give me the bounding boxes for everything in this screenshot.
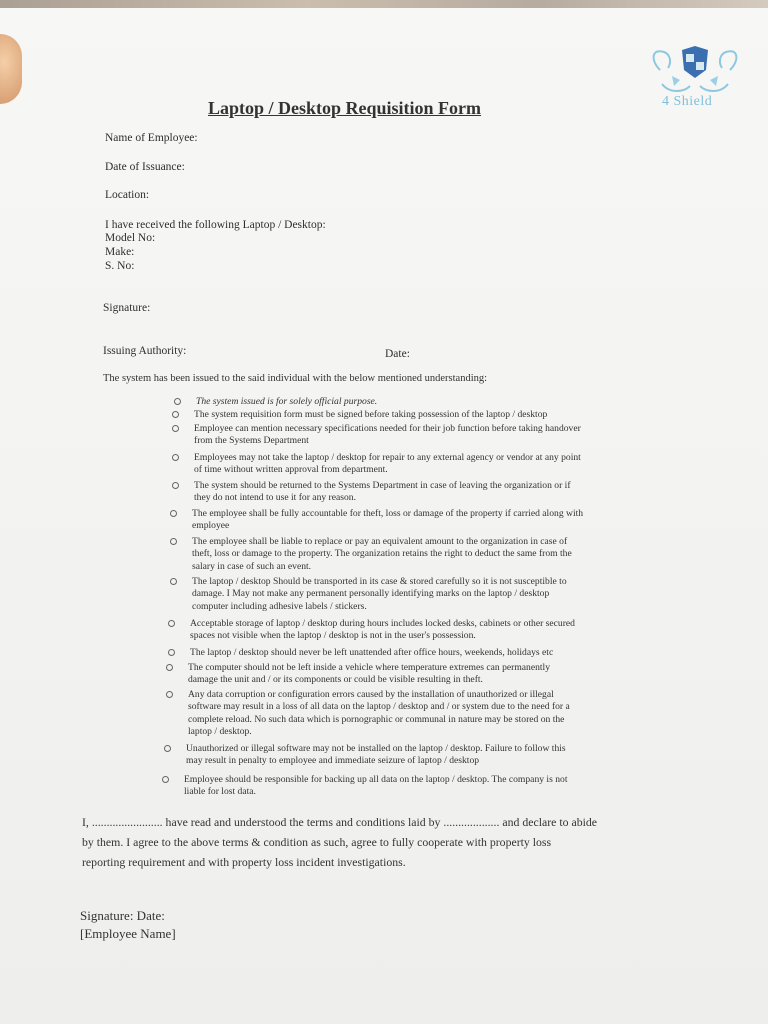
term-text <box>188 662 550 687</box>
term-line: Employee should be responsible for backing up all data on the laptop / desktop. The company is not <box>184 774 568 785</box>
term-line: The system should be returned to the Systems Department in case of leaving the organization or if <box>194 480 571 491</box>
term-line: of time without written approval from department. <box>194 464 388 476</box>
field-make: Make: <box>105 246 135 258</box>
bullet-icon <box>172 454 179 461</box>
term-text <box>192 536 572 573</box>
bullet-icon <box>170 578 177 585</box>
term-text <box>194 480 571 505</box>
field-serial-no: S. No: <box>105 260 135 272</box>
term-line: The employee shall be fully accountable for theft, loss or damage of the property if carried along with <box>192 508 584 519</box>
term-line: from the Systems Department <box>194 435 309 447</box>
field-name-of-employee: Name of Employee: <box>105 132 198 144</box>
term-line: Unauthorized or illegal software may not be installed on the laptop / desktop. Failure to follow this <box>186 743 566 754</box>
intro-text: The system has been issued to the said individual with the below mentioned understanding: <box>103 373 488 384</box>
signature-date-label: Signature: Date: <box>80 908 165 923</box>
declaration-line: reporting requirement and with property loss incident investigations. <box>82 855 406 869</box>
field-location: Location: <box>105 189 150 201</box>
bullet-icon <box>170 538 177 545</box>
bullet-icon <box>166 664 173 671</box>
company-name: 4 Shield <box>662 94 713 109</box>
term-text <box>196 396 377 408</box>
term-line: The system requisition form must be signed before taking possession of the laptop / desktop <box>194 409 548 420</box>
term-text <box>190 618 575 643</box>
term-line: Any data corruption or configuration errors caused by the installation of unauthorized or illegal <box>188 689 554 700</box>
term-text <box>188 689 570 739</box>
term-text <box>184 774 568 799</box>
declaration <box>82 812 682 872</box>
field-model-no: Model No: <box>105 232 156 244</box>
bullet-icon <box>172 425 179 432</box>
term-line: theft, loss or damage to the property. The organization retains the right to deduct the same from the <box>192 548 572 560</box>
term-text <box>190 647 553 659</box>
page-title: Laptop / Desktop Requisition Form <box>208 98 482 118</box>
term-line: The employee shall be liable to replace or pay an equivalent amount to the organization in case of <box>192 536 568 547</box>
bullet-icon <box>174 398 181 405</box>
bullet-icon <box>172 482 179 489</box>
field-date: Date: <box>385 348 410 360</box>
term-line: spaces not visible when the laptop / desktop is not in the user's possession. <box>190 630 476 642</box>
bullet-icon <box>164 745 171 752</box>
term-line: The computer should not be left inside a vehicle where temperature extremes can permanently <box>188 662 551 673</box>
declaration-line: I, ........................ have read and understood the terms and conditions laid by ................... and declare to abide <box>82 815 598 829</box>
term-text <box>186 743 566 768</box>
term-line: computer including adhesive labels / stickers. <box>192 600 367 612</box>
term-line: liable for lost data. <box>184 786 256 798</box>
bullet-icon <box>162 776 169 783</box>
term-text <box>194 423 581 448</box>
term-line: they do not intend to use it for any reason. <box>194 492 356 504</box>
term-line: The laptop / desktop should never be left unattended after office hours, weekends, holidays etc <box>190 647 554 658</box>
term-text <box>192 508 583 533</box>
employee-name-label: [Employee Name] <box>80 926 176 941</box>
field-signature: Signature: <box>103 302 151 314</box>
term-line: Employees may not take the laptop / desktop for repair to any external agency or vendor at any point <box>194 452 581 463</box>
finger-shadow <box>0 34 22 104</box>
term-line: damage. I May not make any permanent personally identifying marks on the laptop / desktop <box>192 588 550 600</box>
bullet-icon <box>166 691 173 698</box>
field-issuing-authority: Issuing Authority: <box>103 345 187 357</box>
term-text <box>194 409 547 421</box>
field-date-of-issuance: Date of Issuance: <box>105 161 185 173</box>
term-text <box>192 576 567 613</box>
term-line: complete reload. No such data which is pornographic or communal in nature may be stored on the <box>188 713 565 725</box>
term-line: Employee can mention necessary specifications needed for their job function before taking handover <box>194 423 581 434</box>
term-line: damage the unit and / or its components or could be visible resulting in theft. <box>188 674 483 686</box>
term-line: Acceptable storage of laptop / desktop during hours includes locked desks, cabinets or other secured <box>190 618 575 629</box>
term-line: The laptop / desktop Should be transported in its case & stored carefully so it is not susceptible to <box>192 576 567 587</box>
bullet-icon <box>168 620 175 627</box>
term-line: laptop / desktop. <box>188 726 252 738</box>
declaration-line: by them. I agree to the above terms & condition as such, agree to fully cooperate with property loss <box>82 835 552 849</box>
term-line: salary in case of such an event. <box>192 560 312 572</box>
bullet-icon <box>172 411 179 418</box>
term-line: The system issued is for solely official purpose. <box>196 396 378 407</box>
term-line: may result in penalty to employee and immediate seizure of laptop / desktop <box>186 755 480 767</box>
scan-edge <box>0 0 768 8</box>
field-received: I have received the following Laptop / Desktop: <box>105 219 326 231</box>
term-line: software may result in a loss of all data on the laptop / desktop and / or system due to the need for a <box>188 701 570 713</box>
bullet-icon <box>168 649 175 656</box>
term-line: employee <box>192 520 230 532</box>
bullet-icon <box>170 510 177 517</box>
term-text <box>194 452 581 477</box>
